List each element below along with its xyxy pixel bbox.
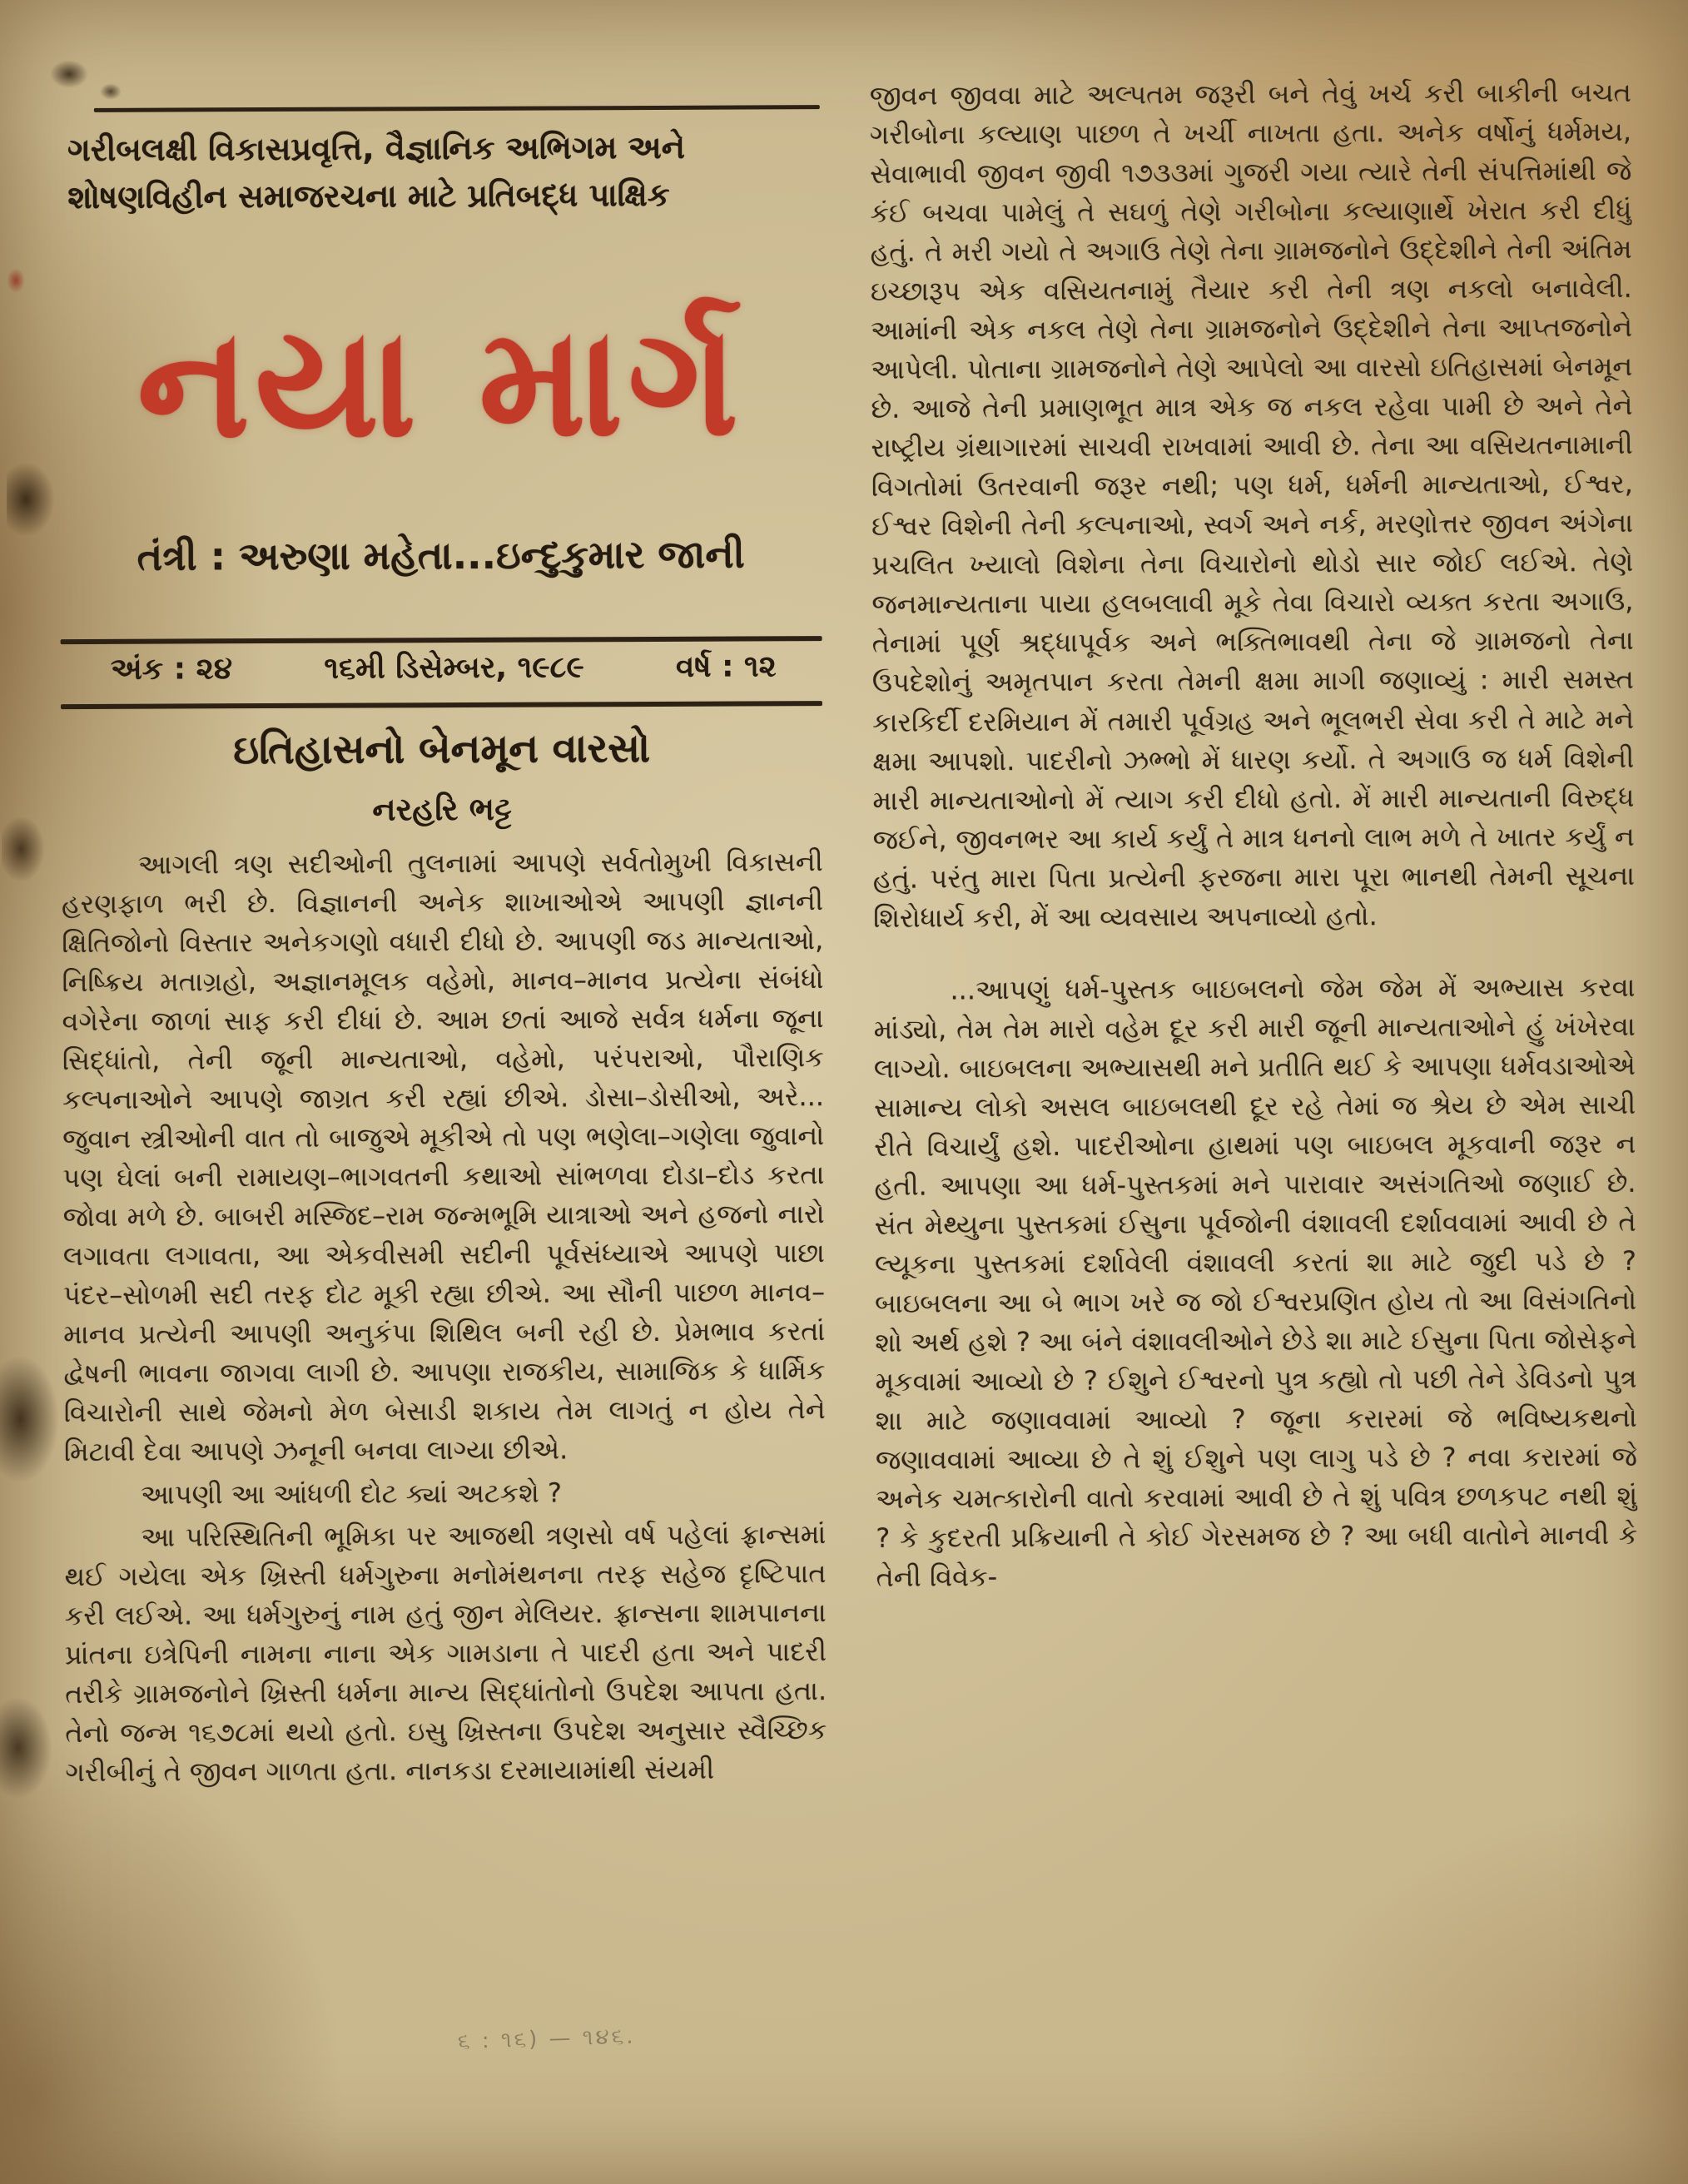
article-body-left-column (62, 842, 829, 2144)
article-title: ઇતિહાસનો બેનમૂન વારસો (233, 725, 651, 774)
issue-date: ૧૬મી ડિસેમ્બર, ૧૯૮૯ (324, 650, 584, 686)
article-author: નરહરિ ભટ્ટ (372, 790, 512, 828)
masthead-title: નયા માર્ગ (137, 292, 744, 472)
pencil-mark: ૬ : ૧૬) — ૧૪૬. (457, 2023, 636, 2055)
issue-number: અંક : ૨૪ (110, 652, 233, 687)
publication-tagline (67, 123, 825, 221)
paragraph: આ પરિસ્થિતિની ભૂમિકા પર આજથી ત્રણસો વર્ષ પહેલાં ફ્રાન્સમાં થઈ ગયેલા એક ખ્રિસ્તી ધર્મગુરુના મનોમંથનના તરફ સહેજ દૃષ્ટિપાત કરી લઈએ. આ ધર્મગુરુનું નામ હતું જીન મેલિયર. ફ્રાન્સના શામપાનના પ્રાંતના ઇત્રેપિની નામના નાના એક ગામડાના તે પાદરી હતા અને પાદરી તરીકે ગ્રામજનોને ખ્રિસ્તી ધર્મના માન્ય સિદ્ધાંતોનો ઉપદેશ આપતા હતા. તેનો જન્મ ૧૬૭૮માં થયો હતો. ઇસુ ખ્રિસ્તના ઉપદેશ અનુસાર સ્વૈચ્છિક ગરીબીનું તે જીવન ગાળતા હતા. નાનકડા દરમાયામાંથી સંયમી (64, 1517, 827, 1788)
paragraph: જીવન જીવવા માટે અલ્પતમ જરૂરી બને તેવું ખર્ચ કરી બાકીની બચત ગરીબોના કલ્યાણ પાછળ તે ખર્ચી નાખતા હતા. અનેક વર્ષોનું ધર્મમય, સેવાભાવી જીવન જીવી ૧૭૩૩માં ગુજરી ગયા ત્યારે તેની સંપત્તિમાંથી જે કંઈ બચવા પામેલું તે સઘળું તેણે ગરીબોના કલ્યાણાર્થે ખેરાત કરી દીધું હતું. તે મરી ગયો તે અગાઉ તેણે તેના ગ્રામજનોને ઉદ્દેશીને તેની અંતિમ ઇચ્છારૂપ એક વસિયતનામું તૈયાર કરી તેની ત્રણ નકલો બનાવેલી. આમાંની એક નકલ તેણે તેના ગ્રામજનોને ઉદ્દેશીને તેના આપ્તજનોને આપેલી. પોતાના ગ્રામજનોને તેણે આપેલો આ વારસો ઇતિહાસમાં બેનમૂન છે. આજે તેની પ્રમાણભૂત માત્ર એક જ નકલ રહેવા પામી છે અને તેને રાષ્ટ્રીય ગ્રંથાગારમાં સાચવી રાખવામાં આવી છે. તેના આ વસિયતનામાની વિગતોમાં ઉતરવાની જરૂર નથી; પણ ધર્મ, ધર્મની માન્યતાઓ, ઈશ્વર, ઈશ્વર વિશેની તેની કલ્પનાઓ, સ્વર્ગ અને નર્ક, મરણોત્તર જીવન અંગેના પ્રચલિત ખ્યાલો વિશેના તેના વિચારોનો થોડો સાર જોઈ લઈએ. તેણે જનમાન્યતાના પાયા હલબલાવી મૂકે તેવા વિચારો વ્યક્ત કરતા અગાઉ, તેનામાં પૂર્ણ શ્રદ્ધાપૂર્વક અને ભક્તિભાવથી તેના જે ગ્રામજનો તેના ઉપદેશોનું અમૃતપાન કરતા તેમની ક્ષમા માગી જણાવ્યું : મારી સમસ્ત કારકિર્દી દરમિયાન મેં તમારી પૂર્વગ્રહ અને ભૂલભરી સેવા કરી તે માટે મને ક્ષમા આપશો. પાદરીનો ઝભ્ભો મેં ધારણ કર્યો. તે અગાઉ જ ધર્મ વિશેની મારી માન્યતાઓનો મેં ત્યાગ કરી દીધો હતો. મેં મારી માન્યતાની વિરુદ્ધ જઈને, જીવનભર આ કાર્ય કર્યું તે માત્ર ધનનો લાભ મળે તે ખાતર કર્યું ન હતું. પરંતુ મારા પિતા પ્રત્યેની ફરજના મારા પૂરા ભાનથી તેમની સૂચના શિરોધાર્ય કરી, મેં આ વ્યવસાય અપનાવ્યો હતો. (869, 76, 1635, 934)
paragraph: આગલી ત્રણ સદીઓની તુલનામાં આપણે સર્વતોમુખી વિકાસની હરણફાળ ભરી છે. વિજ્ઞાનની અનેક શાખાઓએ આપણી જ્ઞાનની ક્ષિતિજોનો વિસ્તાર અનેકગણો વધારી દીધો છે. આપણી જડ માન્યતાઓ, નિષ્ક્રિય મતાગ્રહો, અજ્ઞાનમૂલક વહેમો, માનવ–માનવ પ્રત્યેના સંબંધો વગેરેના જાળાં સાફ કરી દીધાં છે. આમ છતાં આજે સર્વત્ર ધર્મના જૂના સિદ્ધાંતો, તેની જૂની માન્યતાઓ, વહેમો, પરંપરાઓ, પૌરાણિક કલ્પનાઓને આપણે જાગ્રત કરી રહ્યાં છીએ. ડોસા–ડોસીઓ, અરે... જુવાન સ્ત્રીઓની વાત તો બાજુએ મૂકીએ તો પણ ભણેલા–ગણેલા જુવાનો પણ ઘેલાં બની રામાયણ–ભાગવતની કથાઓ સાંભળવા દોડા–દોડ કરતા જોવા મળે છે. બાબરી મસ્જિદ–રામ જન્મભૂમિ યાત્રાઓ અને હજનો નારો લગાવતા લગાવતા, આ એકવીસમી સદીની પૂર્વસંધ્યાએ આપણે પાછા પંદર–સોળમી સદી તરફ દોટ મૂકી રહ્યા છીએ. આ સૌની પાછળ માનવ–માનવ પ્રત્યેની આપણી અનુકંપા શિથિલ બની રહી છે. પ્રેમભાવ કરતાં દ્વેષની ભાવના જાગવા લાગી છે. આપણા રાજકીય, સામાજિક કે ધાર્મિક વિચારોની સાથે જેમનો મેળ બેસાડી શકાય તેમ લાગતું ન હોય તેને મિટાવી દેવા આપણે ઝનૂની બનવા લાગ્યા છીએ. (61, 846, 826, 1468)
issue-band-rule-bottom (61, 701, 822, 709)
issue-band-rule-top (61, 636, 822, 644)
issue-info-band (61, 649, 822, 687)
editor-line: તંત્રી : અરુણા મહેતા...ઇન્દુકુમાર જાની (137, 531, 745, 579)
issue-year: વર્ષ : ૧૨ (675, 649, 777, 684)
article-body-right-column (870, 73, 1641, 2082)
tagline-line-2: શોષણવિહીન સમાજરચના માટે પ્રતિબદ્ધ પાક્ષિક (67, 176, 670, 216)
paragraph: ...આપણું ધર્મ-પુસ્તક બાઇબલનો જેમ જેમ મેં અભ્યાસ કરવા માંડ્યો, તેમ તેમ મારો વહેમ દૂર કરી મારી જૂની માન્યતાઓને હું ખંખેરવા લાગ્યો. બાઇબલના અભ્યાસથી મને પ્રતીતિ થઈ કે આપણા ધર્મવડાઓએ સામાન્ય લોકો અસલ બાઇબલથી દૂર રહે તેમાં જ શ્રેય છે એમ સાચી રીતે વિચાર્યું હશે. પાદરીઓના હાથમાં પણ બાઇબલ મૂકવાની જરૂર ન હતી. આપણા આ ધર્મ-પુસ્તકમાં મને પારાવાર અસંગતિઓ જણાઈ છે. સંત મેથ્યુના પુસ્તકમાં ઈસુના પૂર્વજોની વંશાવલી દર્શાવવામાં આવી છે તે લ્યૂકના પુસ્તકમાં દર્શાવેલી વંશાવલી કરતાં શા માટે જુદી પડે છે ? બાઇબલના આ બે ભાગ ખરે જ જો ઈશ્વરપ્રણિત હોય તો આ વિસંગતિનો શો અર્થ હશે ? આ બંને વંશાવલીઓને છેડે શા માટે ઈસુના પિતા જોસેફને મૂકવામાં આવ્યો છે ? ઈશુને ઈશ્વરનો પુત્ર કહ્યો તો પછી તેને ડેવિડનો પુત્ર શા માટે જણાવવામાં આવ્યો ? જૂના કરારમાં જે ભવિષ્યકથનો જણાવવામાં આવ્યા છે તે શું ઈશુને પણ લાગુ પડે છે ? નવા કરારમાં જે અનેક ચમત્કારોની વાતો કરવામાં આવી છે તે શું પવિત્ર છળકપટ નથી શું ? કે કુદરતી પ્રક્રિયાની તે કોઈ ગેરસમજ છે ? આ બધી વાતોને માનવી કે તેની વિવેક- (873, 970, 1638, 1593)
top-rule (94, 105, 820, 112)
tagline-line-1: ગરીબલક્ષી વિકાસપ્રવૃત્તિ, વૈજ્ઞાનિક અભિગમ અને (67, 128, 686, 169)
paragraph: આપણી આ આંધળી દોટ ક્યાં અટકશે ? (141, 1476, 562, 1511)
